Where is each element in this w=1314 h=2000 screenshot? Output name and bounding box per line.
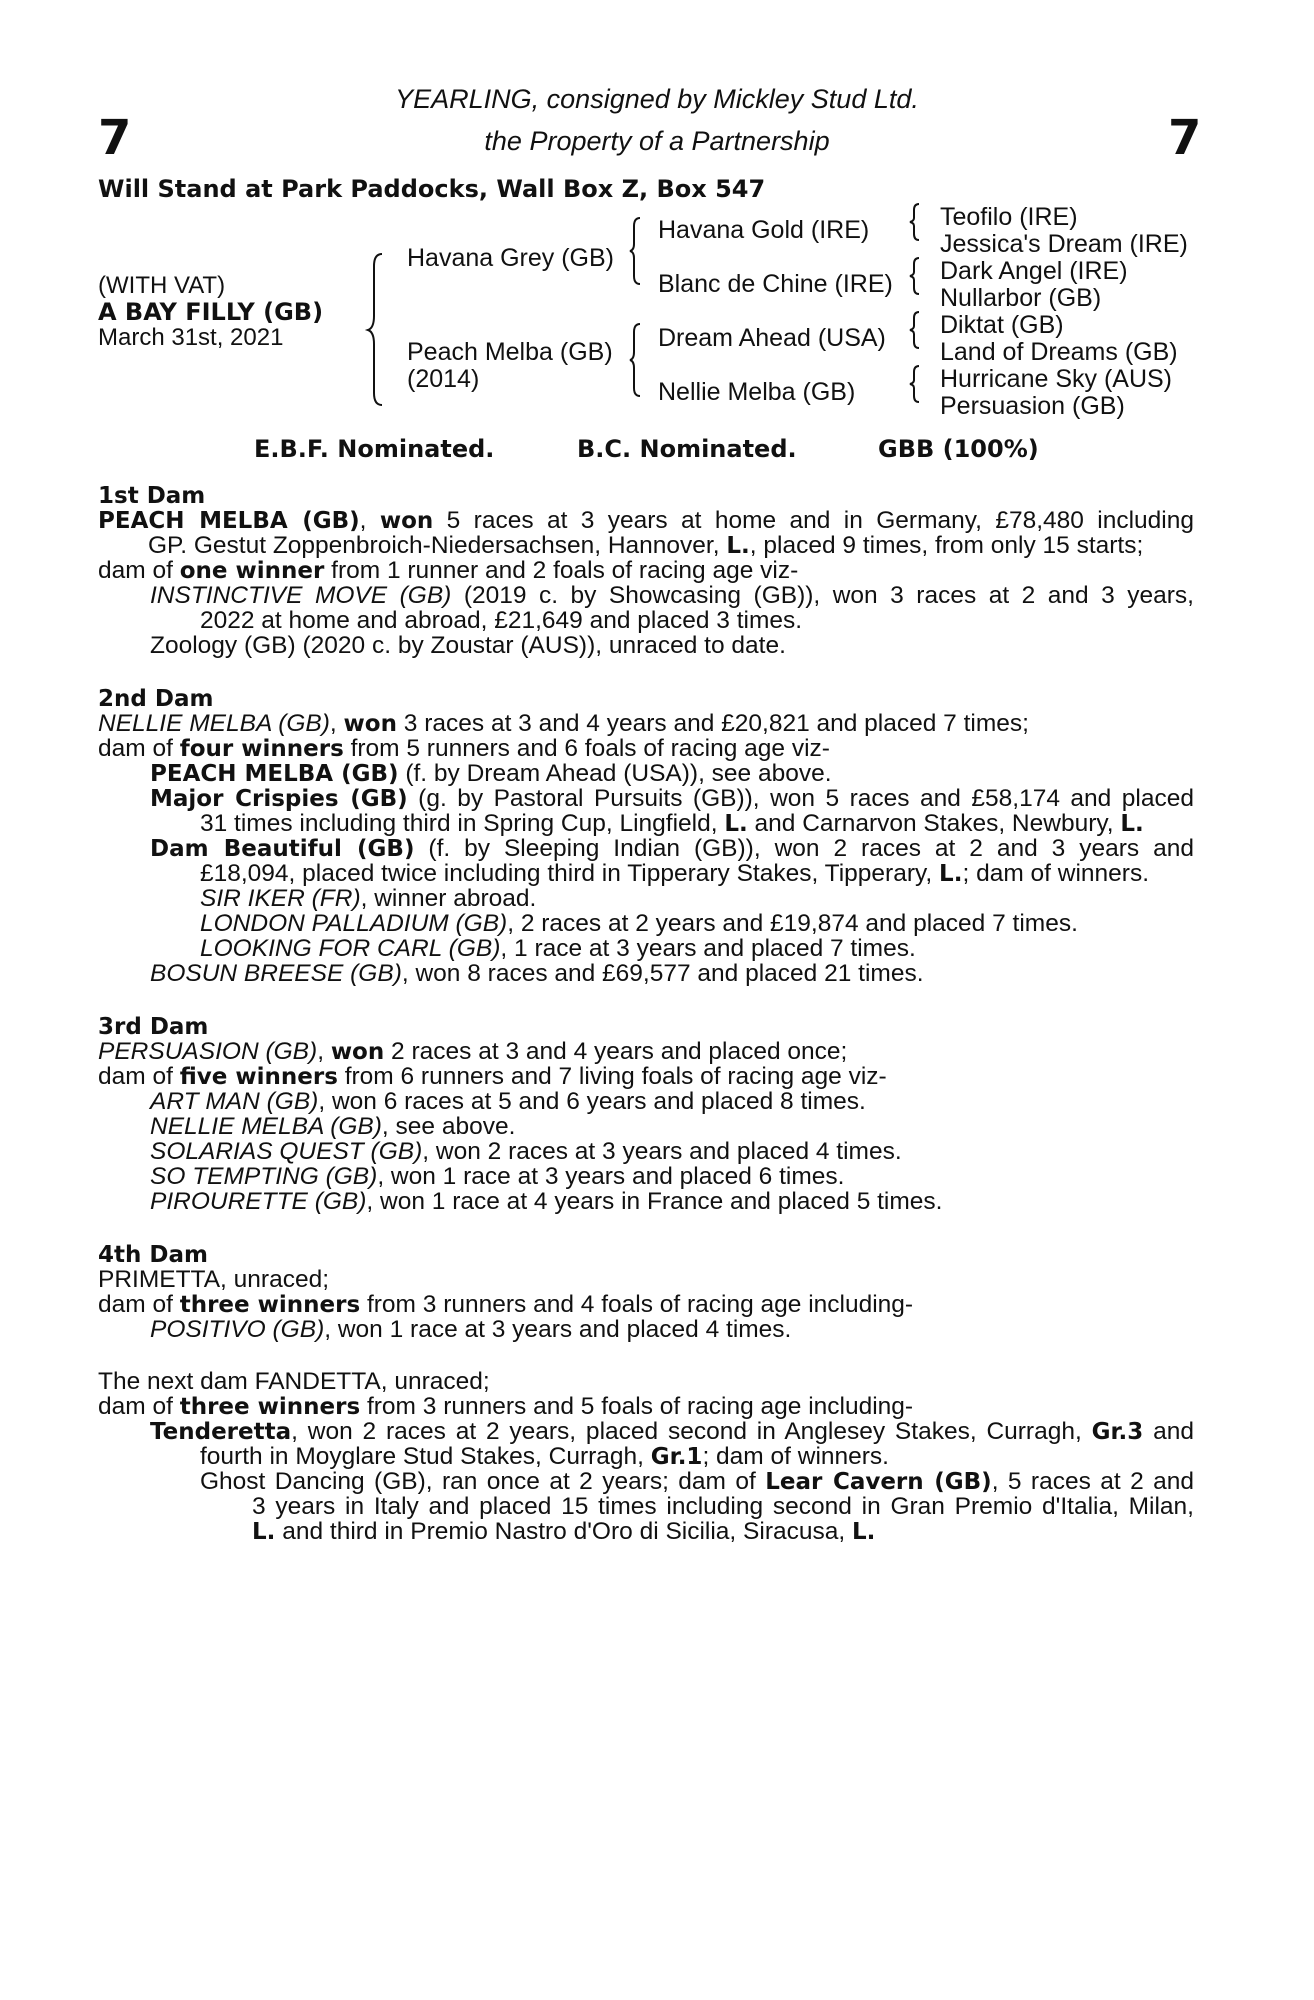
fourth-dam-line-1: PRIMETTA, unraced;: [98, 1266, 330, 1293]
second-dam-heading: 2nd Dam: [98, 686, 214, 712]
next-dam-line-2: dam of three winners from 3 runners and 5 foals of racing age including-: [98, 1393, 914, 1420]
second-dam-line-7: £18,094, placed twice including third in Tipperary Stakes, Tipperary, L.; dam of winners.: [200, 860, 1150, 887]
gbb-status: GBB (100%): [878, 435, 1039, 463]
second-dam-line-5: 31 times including third in Spring Cup, Lingfield, L. and Carnarvon Stakes, Newbury, L.: [200, 810, 1144, 837]
sire-sire: Havana Gold (IRE): [658, 216, 870, 244]
next-dam-line-7: L. and third in Premio Nastro d'Oro di Sicilia, Siracusa, L.: [252, 1518, 876, 1545]
third-dam-line-1: PERSUASION (GB), won 2 races at 3 and 4 years and placed once;: [98, 1038, 848, 1065]
third-dam-heading: 3rd Dam: [98, 1014, 209, 1040]
gen3-5: Diktat (GB): [940, 311, 1064, 339]
horse-name: A BAY FILLY (GB): [98, 298, 324, 326]
lot-number-right: 7: [1168, 110, 1202, 166]
pedigree-bracket-3c: [910, 310, 924, 350]
sire-dam: Blanc de Chine (IRE): [658, 270, 893, 298]
pedigree-bracket-3d: [910, 364, 924, 404]
second-dam-line-2: dam of four winners from 5 runners and 6 foals of racing age viz-: [98, 735, 830, 762]
third-dam-line-4: NELLIE MELBA (GB), see above.: [150, 1113, 516, 1140]
gen3-2: Jessica's Dream (IRE): [940, 230, 1188, 258]
pedigree-bracket-1: [370, 252, 390, 407]
sire: Havana Grey (GB): [407, 244, 615, 272]
second-dam-line-8: SIR IKER (FR), winner abroad.: [200, 885, 537, 912]
dam-year: (2014): [407, 365, 480, 393]
second-dam-line-3: PEACH MELBA (GB) (f. by Dream Ahead (USA)), see above.: [150, 760, 832, 787]
second-dam-line-1: NELLIE MELBA (GB), won 3 races at 3 and 4 years and £20,821 and placed 7 times;: [98, 710, 1029, 737]
fourth-dam-line-3: POSITIVO (GB), won 1 race at 3 years and placed 4 times.: [150, 1316, 792, 1343]
dam: Peach Melba (GB): [407, 338, 613, 366]
gen3-6: Land of Dreams (GB): [940, 338, 1178, 366]
stand-location: Will Stand at Park Paddocks, Wall Box Z, Box 547: [98, 175, 766, 203]
lot-number-left: 7: [98, 110, 132, 166]
bc-nomination: B.C. Nominated.: [577, 435, 797, 463]
consignor-line: YEARLING, consigned by Mickley Stud Ltd.: [395, 84, 919, 114]
third-dam-line-7: PIROURETTE (GB), won 1 race at 4 years in France and placed 5 times.: [150, 1188, 943, 1215]
gen3-1: Teofilo (IRE): [940, 203, 1078, 231]
first-dam-line-5: 2022 at home and abroad, £21,649 and placed 3 times.: [200, 607, 803, 634]
ebf-nomination: E.B.F. Nominated.: [254, 435, 495, 463]
pedigree-bracket-3b: [910, 256, 924, 296]
second-dam-line-10: LOOKING FOR CARL (GB), 1 race at 3 years and placed 7 times.: [200, 935, 916, 962]
pedigree-bracket-2b: [630, 322, 646, 398]
second-dam-line-6: Dam Beautiful (GB) (f. by Sleeping Indian (GB)), won 2 races at 2 and 3 years and: [150, 835, 1194, 862]
pedigree-bracket-3a: [910, 202, 924, 242]
third-dam-line-2: dam of five winners from 6 runners and 7 living foals of racing age viz-: [98, 1063, 887, 1090]
property-line: the Property of a Partnership: [484, 126, 830, 156]
next-dam-line-3: Tenderetta, won 2 races at 2 years, placed second in Anglesey Stakes, Curragh, Gr.3 and: [150, 1418, 1194, 1445]
next-dam-line-5: Ghost Dancing (GB), ran once at 2 years; dam of Lear Cavern (GB), 5 races at 2 and: [200, 1468, 1194, 1495]
gen3-8: Persuasion (GB): [940, 392, 1125, 420]
first-dam-line-4: INSTINCTIVE MOVE (GB) (2019 c. by Showcasing (GB)), won 3 races at 2 and 3 years,: [150, 582, 1194, 609]
third-dam-line-5: SOLARIAS QUEST (GB), won 2 races at 3 years and placed 4 times.: [150, 1138, 902, 1165]
next-dam-line-4: fourth in Moyglare Stud Stakes, Curragh, Gr.1; dam of winners.: [200, 1443, 889, 1470]
second-dam-line-4: Major Crispies (GB) (g. by Pastoral Pursuits (GB)), won 5 races and £58,174 and placed: [150, 785, 1194, 812]
pedigree-bracket-2a: [630, 216, 646, 286]
first-dam-heading: 1st Dam: [98, 483, 206, 509]
next-dam-line-1: The next dam FANDETTA, unraced;: [98, 1368, 490, 1395]
second-dam-line-11: BOSUN BREESE (GB), won 8 races and £69,577 and placed 21 times.: [150, 960, 924, 987]
vat-note: (WITH VAT): [98, 272, 226, 299]
third-dam-line-3: ART MAN (GB), won 6 races at 5 and 6 years and placed 8 times.: [150, 1088, 866, 1115]
gen3-3: Dark Angel (IRE): [940, 257, 1128, 285]
fourth-dam-line-2: dam of three winners from 3 runners and 4 foals of racing age including-: [98, 1291, 914, 1318]
gen3-4: Nullarbor (GB): [940, 284, 1102, 312]
first-dam-line-6: Zoology (GB) (2020 c. by Zoustar (AUS)), unraced to date.: [150, 632, 786, 659]
second-dam-line-9: LONDON PALLADIUM (GB), 2 races at 2 years and £19,874 and placed 7 times.: [200, 910, 1078, 937]
foaling-date: March 31st, 2021: [98, 324, 284, 351]
next-dam-line-6: 3 years in Italy and placed 15 times including second in Gran Premio d'Italia, Milan,: [252, 1493, 1194, 1520]
first-dam-name: PEACH MELBA (GB): [98, 508, 360, 534]
dam-sire: Dream Ahead (USA): [658, 324, 886, 352]
gen3-7: Hurricane Sky (AUS): [940, 365, 1172, 393]
first-dam-line-3: dam of one winner from 1 runner and 2 foals of racing age viz-: [98, 557, 799, 584]
fourth-dam-heading: 4th Dam: [98, 1242, 208, 1268]
dam-dam: Nellie Melba (GB): [658, 378, 856, 406]
third-dam-line-6: SO TEMPTING (GB), won 1 race at 3 years and placed 6 times.: [150, 1163, 845, 1190]
first-dam-line-2: GP. Gestut Zoppenbroich-Niedersachsen, Hannover, L., placed 9 times, from only 15 starts;: [148, 532, 1144, 559]
first-dam-line-1: PEACH MELBA (GB), won 5 races at 3 years at home and in Germany, £78,480 including: [98, 507, 1194, 534]
